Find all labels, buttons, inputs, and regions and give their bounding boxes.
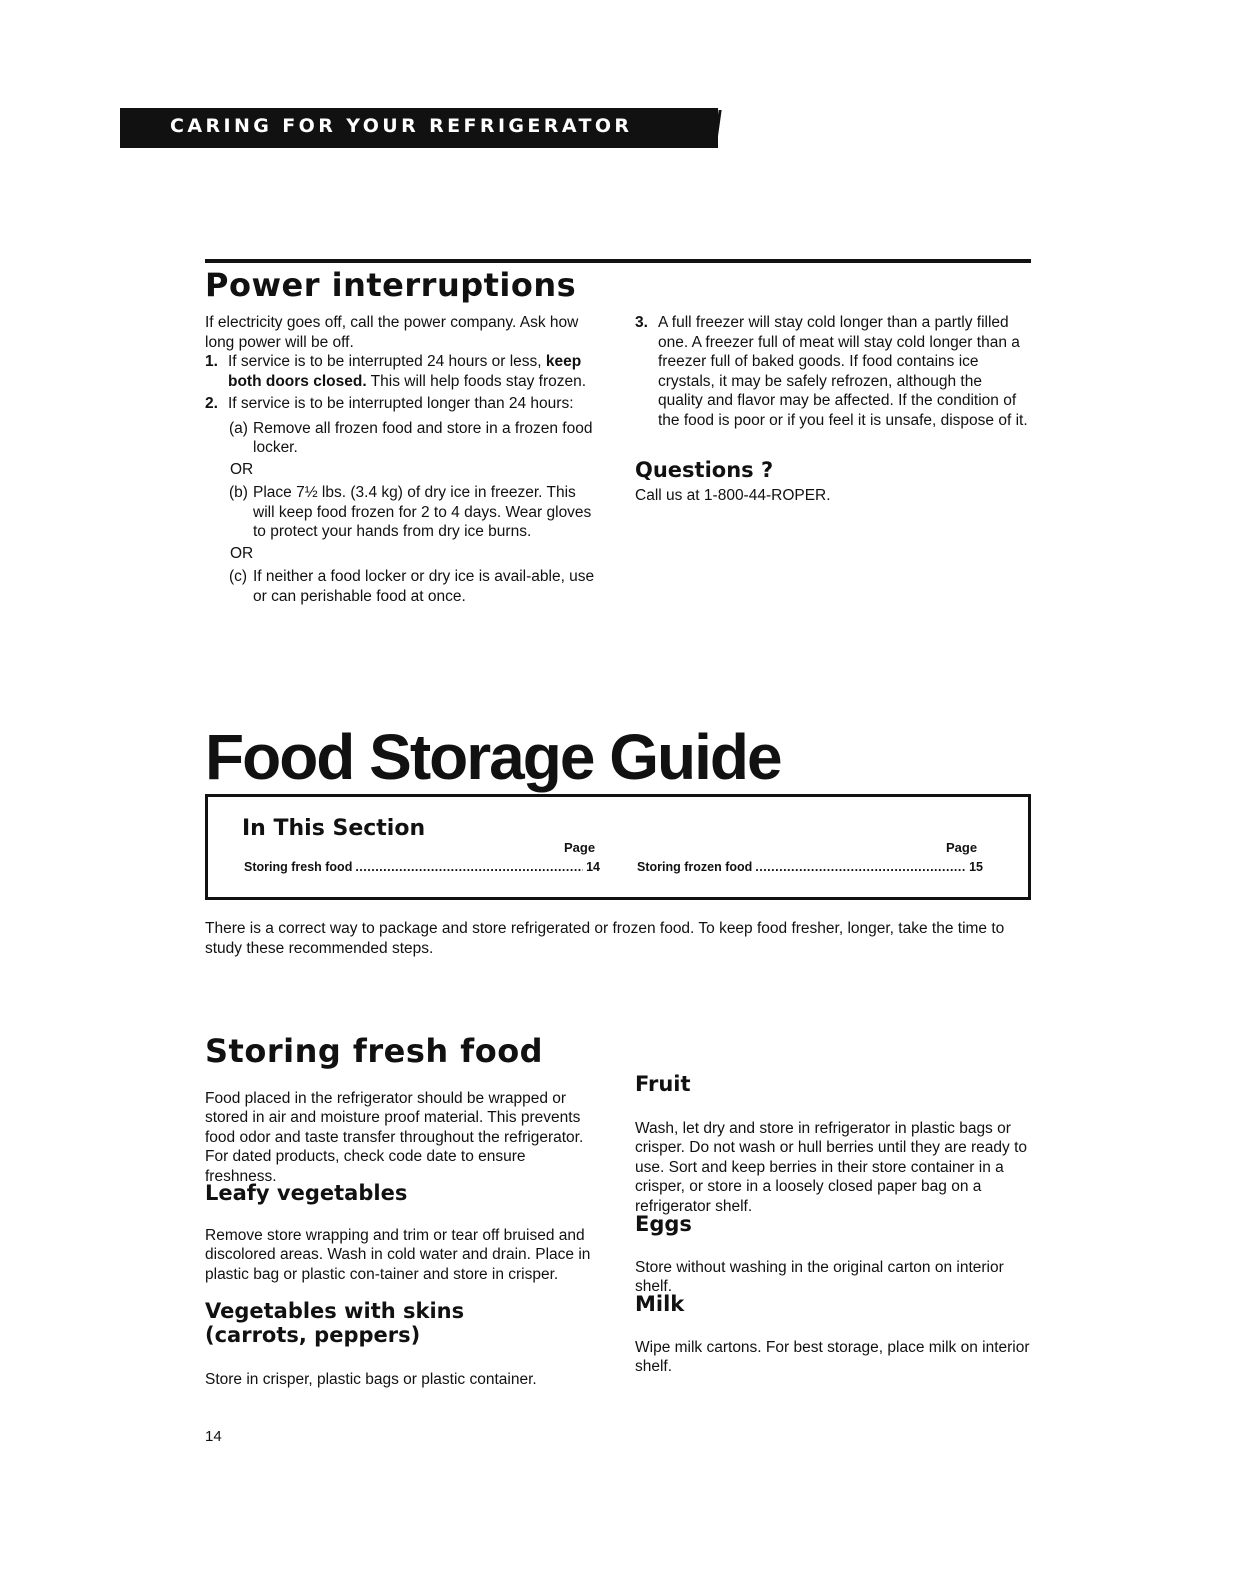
storing-fresh-food-heading: Storing fresh food: [205, 1032, 544, 1070]
toc-entry-storing-frozen-food[interactable]: [637, 860, 983, 874]
questions-phone: Call us at 1-800-44-ROPER.: [635, 487, 831, 504]
leafy-vegetables-text: Remove store wrapping and trim or tear off bruised and discolored areas. Wash in cold water and drain. Place in plastic bag or plastic con-tainer and store in crisper.: [205, 1226, 591, 1283]
in-this-section-heading: In This Section: [242, 816, 426, 841]
or-separator-1: OR: [230, 460, 254, 478]
power-sub-b: (b) Place 7½ lbs. (3.4 kg) of dry ice in freezer. This will keep food frozen for 2 to 4 days. Wear gloves to protect your hands from dry ice burns.: [229, 484, 592, 540]
toc-leader-dots: [355, 860, 583, 874]
food-storage-guide-title: Food Storage Guide: [205, 721, 781, 793]
or-separator-2: OR: [230, 544, 254, 562]
power-sub-a: (a) Remove all frozen food and store in a frozen food locker.: [229, 419, 593, 456]
toc-entry-label: Storing fresh food: [244, 860, 353, 874]
power-right-column: [635, 313, 1030, 430]
power-interruptions-heading: Power interruptions: [205, 266, 577, 304]
page-column-label-right: Page: [946, 840, 978, 855]
guide-intro: There is a correct way to package and store refrigerated or frozen food. To keep food fresher, longer, take the time to study these recommended steps.: [205, 920, 1005, 957]
toc-entry-label: Storing frozen food: [637, 860, 753, 874]
banner-title: CARING FOR YOUR REFRIGERATOR: [170, 115, 633, 137]
toc-entry-page: 14: [586, 860, 600, 874]
vegetables-with-skins-text: Store in crisper, plastic bags or plastic container.: [205, 1370, 537, 1388]
questions-heading: Questions ?: [635, 458, 774, 482]
keep-doors-closed-emphasis: keep both doors closed.: [228, 353, 582, 390]
in-this-section-box: [205, 794, 1031, 900]
top-rule: [205, 259, 1031, 263]
toc-entry-page: 15: [969, 860, 983, 874]
milk-heading: Milk: [635, 1292, 685, 1316]
page-number: 14: [205, 1428, 222, 1445]
power-sub-c: (c) If neither a food locker or dry ice is avail-able, use or can perishable food at once.: [229, 568, 595, 605]
fruit-heading: Fruit: [635, 1072, 691, 1096]
vegetables-with-skins-heading: Vegetables with skins (carrots, peppers): [205, 1299, 465, 1347]
eggs-heading: Eggs: [635, 1212, 692, 1236]
power-item-2: 2. If service is to be interrupted longer than 24 hours:: [205, 395, 574, 412]
milk-text: Wipe milk cartons. For best storage, place milk on interior shelf.: [635, 1338, 1030, 1375]
power-intro: If electricity goes off, call the power company. Ask how long power will be off.: [205, 314, 579, 351]
power-item-3: 3. A full freezer will stay cold longer than a partly filled one. A freezer full of meat will stay cold longer than a freezer full of baked goods. If food contains ice crystals, it may be safely refrozen, although the quality and flavor may be affected. If the condition of the food is poor or if you feel it is unsafe, dispose of it.: [635, 314, 1028, 429]
fresh-intro: Food placed in the refrigerator should be wrapped or stored in air and moisture proof material. This prevents food odor and taste transfer throughout the refrigerator. For dated products, check code date to ensure freshness.: [205, 1089, 584, 1185]
fruit-text: Wash, let dry and store in refrigerator in plastic bags or crisper. Do not wash or hull berries until they are ready to use. Sort and keep berries in their store container in a crisper, or store in a loosely closed paper bag on a refrigerator shelf.: [635, 1119, 1027, 1215]
leafy-vegetables-heading: Leafy vegetables: [205, 1181, 408, 1205]
power-item-1: 1. If service is to be interrupted 24 hours or less, keep both doors closed. This will help foods stay frozen.: [205, 353, 587, 390]
toc-leader-dots: [755, 860, 966, 874]
toc-entry-storing-fresh-food[interactable]: [244, 860, 600, 874]
eggs-text: Store without washing in the original carton on interior shelf.: [635, 1258, 1004, 1295]
section-banner: [120, 108, 718, 148]
page-column-label-left: Page: [564, 840, 596, 855]
power-left-column: [205, 313, 600, 606]
